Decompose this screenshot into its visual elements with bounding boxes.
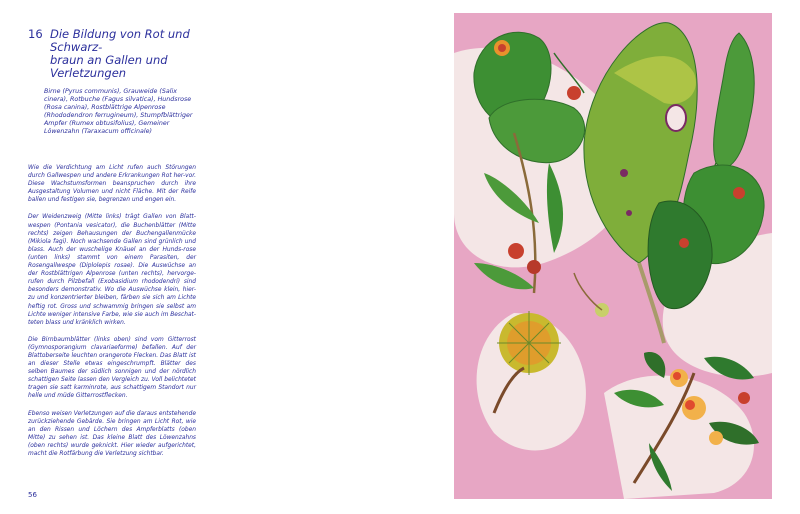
section-number: 16 (28, 27, 43, 41)
beech-gall (733, 187, 745, 199)
section-heading (28, 28, 196, 80)
paragraph-3: Die Birnbaumblätter (links oben) sind vom Gitterrost (Gymnosporangium clavariaeforme) befallen. Auf der Blattoberseite leuchten orangerote Flecken. Das Blatt ist an dieser Stelle etwas eingeschrumpft. Blätter des selben Baumes der südlich sonnigen und der nördlich schattigen Seite lassen den Vergleich zu. Voll belichtetet tragen sie satt karminrote, aus schattigem Standort nur helle und müde Gitterrostflecken. (28, 336, 196, 400)
willow-gall (527, 260, 541, 274)
alpenrose-gall (738, 392, 750, 404)
alpenrose-gall (685, 400, 695, 410)
leaf-hole (626, 210, 632, 216)
willow-leaf (474, 263, 534, 289)
section-title-line-2: braun an Gallen und Verletzungen (50, 53, 168, 80)
section-title-line-1: Die Bildung von Rot und Schwarz- (50, 27, 190, 54)
rust-spot (498, 44, 506, 52)
willow-gall (508, 243, 524, 259)
dandelion-leaf (714, 33, 755, 167)
botanical-illustration-icon (454, 13, 772, 499)
beech-gall (679, 238, 689, 248)
illustration-svg (454, 13, 772, 499)
alpenrose-leaf (644, 352, 665, 378)
alpenrose-gall (709, 431, 723, 445)
species-list: Birne (Pyrus communis), Grauweide (Salix cinera), Rotbuche (Fagus silvatica), Hundsrose (Rosa canina), Rostblättrige Alpenrose (Rhododendron ferrugineum), Stumpfblättriger Ampfer (Rumex obtusifolius), Gemeiner Löwenzahn (Taraxacum officinale) (44, 88, 193, 135)
rust-spot (567, 86, 581, 100)
text-column (28, 28, 196, 467)
body-text (28, 164, 196, 458)
leaf-hole (666, 105, 686, 131)
section-title (50, 28, 196, 80)
paragraph-4: Ebenso weisen Verletzungen auf die daraus entstehende zurückziehende Gebärde. Sie bringen am Licht Rot, wie an den Rissen und Löchern des Ampferblatts (oben Mitte) zu sehen ist. Das kleine Blatt des Löwenzahns (oben rechts) wurde geknickt. Hier wieder aufgerichtet, macht die Rotfärbung die Verletzung sichtbar. (28, 410, 196, 457)
leaf-hole (620, 169, 628, 177)
paragraph-1: Wie die Verdichtung am Licht rufen auch Störungen durch Gallwespen und andere Erkrankungen Rot her-vor. Diese Wachstumsformen beanspruchen durch ihre Ausgestaltung Volumen und nicht Fläche. Mit der Reife ballen und festigen sie, begrenzen und engen ein. (28, 165, 196, 204)
alpenrose-gall (673, 372, 681, 380)
paragraph-2: Der Weidenzweig (Mitte links) trägt Gallen von Blatt-wespen (Pontania vesicator), die Buchenblätter (Mitte rechts) zeigen Behausungen der Buchengallenmücke (Mikiola fagi). Noch wachsende Gallen sind grünlich und blass. Auch der wuschelige Knäuel an der Hunds-rose (unten links) stammt von einem Parasiten, der Rosengallwespe (Diplolepis rosae). Die Auswüchse an der Rostblättrigen Alpenrose (unten rechts), hervorge-rufen durch Pilzbefall (Exobasidium rhododendri) sind besonders demonstrativ. Wo die Auswüchse klein, hier-zu und konzentrierter bleiben, färben sie sich am Lichte heftig rot. Gross und schwammig bringen sie selbst am Lichte weniger intensive Farbe, wie sie auch im Beschat-teten blass und kränklich wirken. (28, 214, 196, 326)
page-number: 56 (28, 491, 37, 499)
